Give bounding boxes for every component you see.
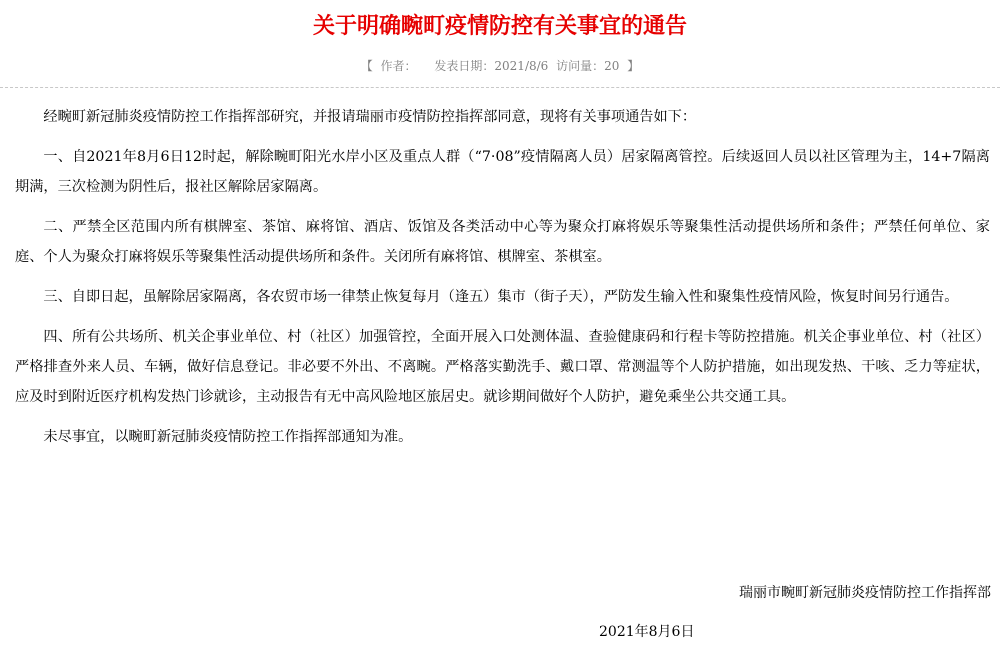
page-title: 关于明确畹町疫情防控有关事宜的通告 — [312, 13, 687, 39]
paragraph-item-3: 三、自即日起，虽解除居家隔离，各农贸市场一律禁止恢复每月（逢五）集市（街子天），严防发生输入性和聚集性疫情风险，恢复时间另行通告。 — [43, 289, 959, 305]
issuer-signature: 瑞丽市畹町新冠肺炎疫情防控工作指挥部 — [739, 585, 991, 601]
meta-published-label: 发表日期： — [434, 59, 495, 73]
meta-open-bracket: 【 — [360, 59, 373, 73]
meta-visits-value: 20 — [604, 59, 620, 73]
article-body — [15, 102, 990, 462]
paragraph-item-1: 一、自2021年8月6日12时起，解除畹町阳光水岸小区及重点人群（“7·08”疫情隔离人员）居家隔离管控。后续返回人员以社区管理为主，14+7隔离期满，三次检测为阴性后，报社区解除居家隔离。 — [15, 149, 990, 195]
issue-date: 2021年8月6日 — [599, 624, 695, 640]
paragraph-item-4: 四、所有公共场所、机关企事业单位、村（社区）加强管控，全面开展入口处测体温、查验健康码和行程卡等防控措施。机关企事业单位、村（社区）严格排查外来人员、车辆，做好信息登记。非必要不外出、不离畹。严格落实勤洗手、戴口罩、常测温等个人防护措施，如出现发热、干咳、乏力等症状，应及时到附近医疗机构发热门诊就诊，主动报告有无中高风险地区旅居史。就诊期间做好个人防护，避免乘坐公共交通工具。 — [15, 329, 990, 405]
title-divider — [0, 87, 1000, 88]
paragraph-item-2: 二、严禁全区范围内所有棋牌室、茶馆、麻将馆、酒店、饭馆及各类活动中心等为聚众打麻将娱乐等聚集性活动提供场所和条件；严禁任何单位、家庭、个人为聚众打麻将娱乐等聚集性活动提供场所和条件。关闭所有麻将馆、棋牌室、茶棋室。 — [15, 219, 990, 265]
meta-published-value: 2021/8/6 — [494, 59, 549, 73]
meta-close-bracket: 】 — [627, 59, 640, 73]
article-meta — [0, 57, 1000, 75]
meta-author-label: 作者： — [380, 59, 417, 73]
meta-visits-label: 访问量： — [556, 59, 605, 73]
paragraph-intro: 经畹町新冠肺炎疫情防控工作指挥部研究，并报请瑞丽市疫情防控指挥部同意，现将有关事项通告如下： — [43, 109, 697, 125]
paragraph-closing: 未尽事宜，以畹町新冠肺炎疫情防控工作指挥部通知为准。 — [43, 429, 413, 445]
